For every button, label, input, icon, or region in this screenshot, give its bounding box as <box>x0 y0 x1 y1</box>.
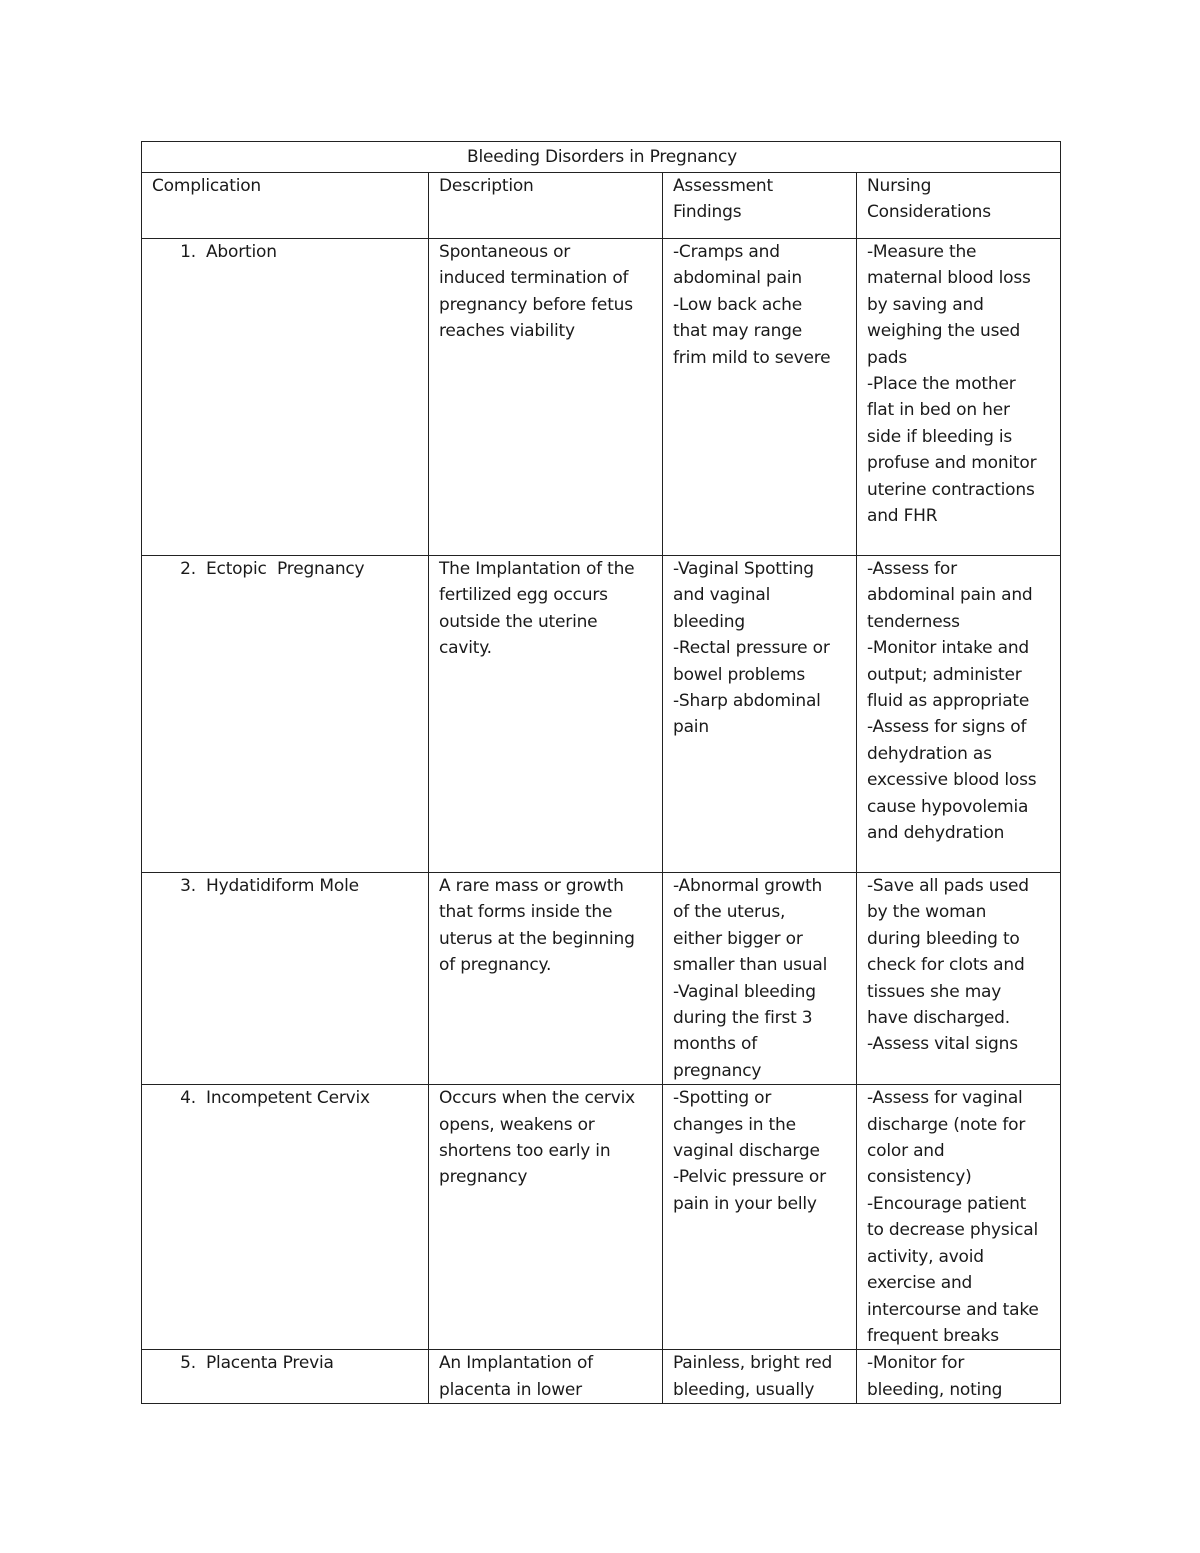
cell-line: -Monitor for <box>867 1353 965 1374</box>
table-row <box>142 873 1061 1085</box>
nursing-cell <box>857 1085 1061 1350</box>
header-line: Description <box>439 176 534 196</box>
cell-line: -Vaginal bleeding <box>673 981 816 1002</box>
cell-line: -Low back ache <box>673 294 803 315</box>
header-assessment-findings <box>663 173 857 239</box>
cell-line: by saving and <box>867 294 984 315</box>
header-line: Considerations <box>867 202 991 223</box>
cell-line: pads <box>867 347 908 368</box>
list-number: 5. <box>180 1353 196 1374</box>
list-number: 3. <box>180 876 196 896</box>
cell-line: bleeding, usually <box>673 1379 815 1400</box>
cell-line: -Place the mother <box>867 374 1016 395</box>
cell-line: fertilized egg occurs <box>439 585 608 606</box>
nursing-cell <box>857 239 1061 556</box>
cell-line: -Rectal pressure or <box>673 638 830 659</box>
list-number: 2. <box>180 559 196 579</box>
cell-line: pregnancy before fetus <box>439 294 633 315</box>
cell-line: maternal blood loss <box>867 268 1031 289</box>
cell-line: bowel problems <box>673 664 806 685</box>
cell-line: flat in bed on her <box>867 400 1010 421</box>
cell-line: -Encourage patient <box>867 1193 1027 1214</box>
complication-name: Placenta Previa <box>206 1353 334 1374</box>
description-cell <box>429 556 663 873</box>
cell-line: during bleeding to <box>867 928 1020 949</box>
cell-line: pain <box>673 717 709 738</box>
table-row <box>142 1350 1061 1404</box>
complication-entry <box>152 556 420 582</box>
cell-line: cause hypovolemia <box>867 796 1029 817</box>
cell-line: and dehydration <box>867 823 1005 844</box>
cell-line: bleeding, noting <box>867 1379 1003 1400</box>
cell-line: side if bleeding is <box>867 426 1013 447</box>
cell-line: Painless, bright red <box>673 1353 833 1374</box>
assessment-cell <box>663 556 857 873</box>
header-description <box>429 173 663 239</box>
table-title: Bleeding Disorders in Pregnancy <box>142 142 1061 173</box>
complication-cell <box>142 1350 429 1404</box>
bleeding-disorders-table <box>141 141 1061 1404</box>
header-line: Findings <box>673 202 742 223</box>
cell-line: bleeding <box>673 611 745 632</box>
cell-line: Occurs when the cervix <box>439 1088 635 1109</box>
cell-line: by the woman <box>867 902 987 923</box>
cell-line: tissues she may <box>867 981 1002 1002</box>
table-row <box>142 239 1061 556</box>
description-cell <box>429 873 663 1085</box>
cell-line: and FHR <box>867 506 938 527</box>
assessment-cell <box>663 239 857 556</box>
cell-line: -Pelvic pressure or <box>673 1167 826 1188</box>
cell-line: output; administer <box>867 664 1022 685</box>
cell-line: changes in the <box>673 1114 796 1135</box>
cell-line: consistency) <box>867 1167 972 1188</box>
cell-line: pregnancy <box>673 1060 762 1081</box>
cell-line: exercise and <box>867 1273 973 1294</box>
cell-line: -Monitor intake and <box>867 638 1030 659</box>
cell-line: dehydration as <box>867 743 992 764</box>
cell-line: have discharged. <box>867 1008 1010 1029</box>
cell-line: Spontaneous or <box>439 242 571 262</box>
cell-line: abdominal pain <box>673 268 802 289</box>
cell-line: vaginal discharge <box>673 1141 820 1162</box>
cell-line: uterine contractions <box>867 479 1035 500</box>
cell-line: uterus at the beginning <box>439 928 635 949</box>
assessment-cell <box>663 1085 857 1350</box>
list-number: 1. <box>180 242 196 262</box>
cell-line: -Measure the <box>867 242 977 262</box>
cell-line: A rare mass or growth <box>439 876 624 896</box>
complication-cell <box>142 556 429 873</box>
cell-line: profuse and monitor <box>867 453 1037 474</box>
cell-line: smaller than usual <box>673 955 828 976</box>
description-cell <box>429 1350 663 1404</box>
complication-cell <box>142 1085 429 1350</box>
cell-line: discharge (note for <box>867 1114 1026 1135</box>
cell-line: -Vaginal Spotting <box>673 559 814 579</box>
cell-line: pain in your belly <box>673 1193 817 1214</box>
cell-line: -Sharp abdominal <box>673 691 821 712</box>
complication-entry <box>152 1085 420 1111</box>
cell-line: cavity. <box>439 638 492 659</box>
cell-line: -Assess for <box>867 559 957 579</box>
cell-line: excessive blood loss <box>867 770 1037 791</box>
cell-line: that forms inside the <box>439 902 613 923</box>
cell-line: fluid as appropriate <box>867 691 1030 712</box>
description-cell <box>429 239 663 556</box>
header-row <box>142 173 1061 239</box>
cell-line: -Save all pads used <box>867 876 1029 896</box>
nursing-cell <box>857 873 1061 1085</box>
cell-line: either bigger or <box>673 928 803 949</box>
cell-line: of the uterus, <box>673 902 786 923</box>
nursing-cell <box>857 556 1061 873</box>
cell-line: -Abnormal growth <box>673 876 823 896</box>
cell-line: weighing the used <box>867 321 1021 342</box>
cell-line: -Assess vital signs <box>867 1034 1018 1055</box>
cell-line: that may range <box>673 321 802 342</box>
cell-line: -Cramps and <box>673 242 780 262</box>
cell-line: activity, avoid <box>867 1246 984 1267</box>
table-row <box>142 1085 1061 1350</box>
header-complication <box>142 173 429 239</box>
cell-line: pregnancy <box>439 1167 528 1188</box>
complication-cell <box>142 239 429 556</box>
cell-line: -Spotting or <box>673 1088 772 1109</box>
table-row <box>142 556 1061 873</box>
cell-line: -Assess for signs of <box>867 717 1027 738</box>
cell-line: frequent breaks <box>867 1325 999 1346</box>
list-number: 4. <box>180 1088 196 1109</box>
cell-line: placenta in lower <box>439 1379 582 1400</box>
header-line: Complication <box>152 176 261 196</box>
cell-line: -Assess for vaginal <box>867 1088 1023 1109</box>
nursing-cell <box>857 1350 1061 1404</box>
assessment-cell <box>663 1350 857 1404</box>
complication-name: Incompetent Cervix <box>206 1088 370 1109</box>
complication-entry <box>152 1350 420 1376</box>
header-line: Nursing <box>867 176 932 196</box>
cell-line: abdominal pain and <box>867 585 1033 606</box>
cell-line: opens, weakens or <box>439 1114 595 1135</box>
cell-line: reaches viability <box>439 321 575 342</box>
cell-line: color and <box>867 1141 945 1162</box>
cell-line: outside the uterine <box>439 611 598 632</box>
complication-name: Hydatidiform Mole <box>206 876 359 896</box>
header-nursing-considerations <box>857 173 1061 239</box>
cell-line: check for clots and <box>867 955 1025 976</box>
cell-line: during the first 3 <box>673 1008 813 1029</box>
cell-line: of pregnancy. <box>439 955 552 976</box>
cell-line: The Implantation of the <box>439 559 635 579</box>
description-cell <box>429 1085 663 1350</box>
cell-line: and vaginal <box>673 585 771 606</box>
cell-line: frim mild to severe <box>673 347 831 368</box>
complication-cell <box>142 873 429 1085</box>
assessment-cell <box>663 873 857 1085</box>
cell-line: An Implantation of <box>439 1353 593 1374</box>
header-line: Assessment <box>673 176 773 196</box>
cell-line: intercourse and take <box>867 1299 1039 1320</box>
cell-line: shortens too early in <box>439 1141 611 1162</box>
complication-entry <box>152 873 420 899</box>
cell-line: tenderness <box>867 611 960 632</box>
cell-line: induced termination of <box>439 268 629 289</box>
complication-entry <box>152 239 420 265</box>
cell-line: to decrease physical <box>867 1220 1038 1241</box>
complication-name: Ectopic Pregnancy <box>206 559 365 579</box>
cell-line: months of <box>673 1034 758 1055</box>
complication-name: Abortion <box>206 242 277 262</box>
